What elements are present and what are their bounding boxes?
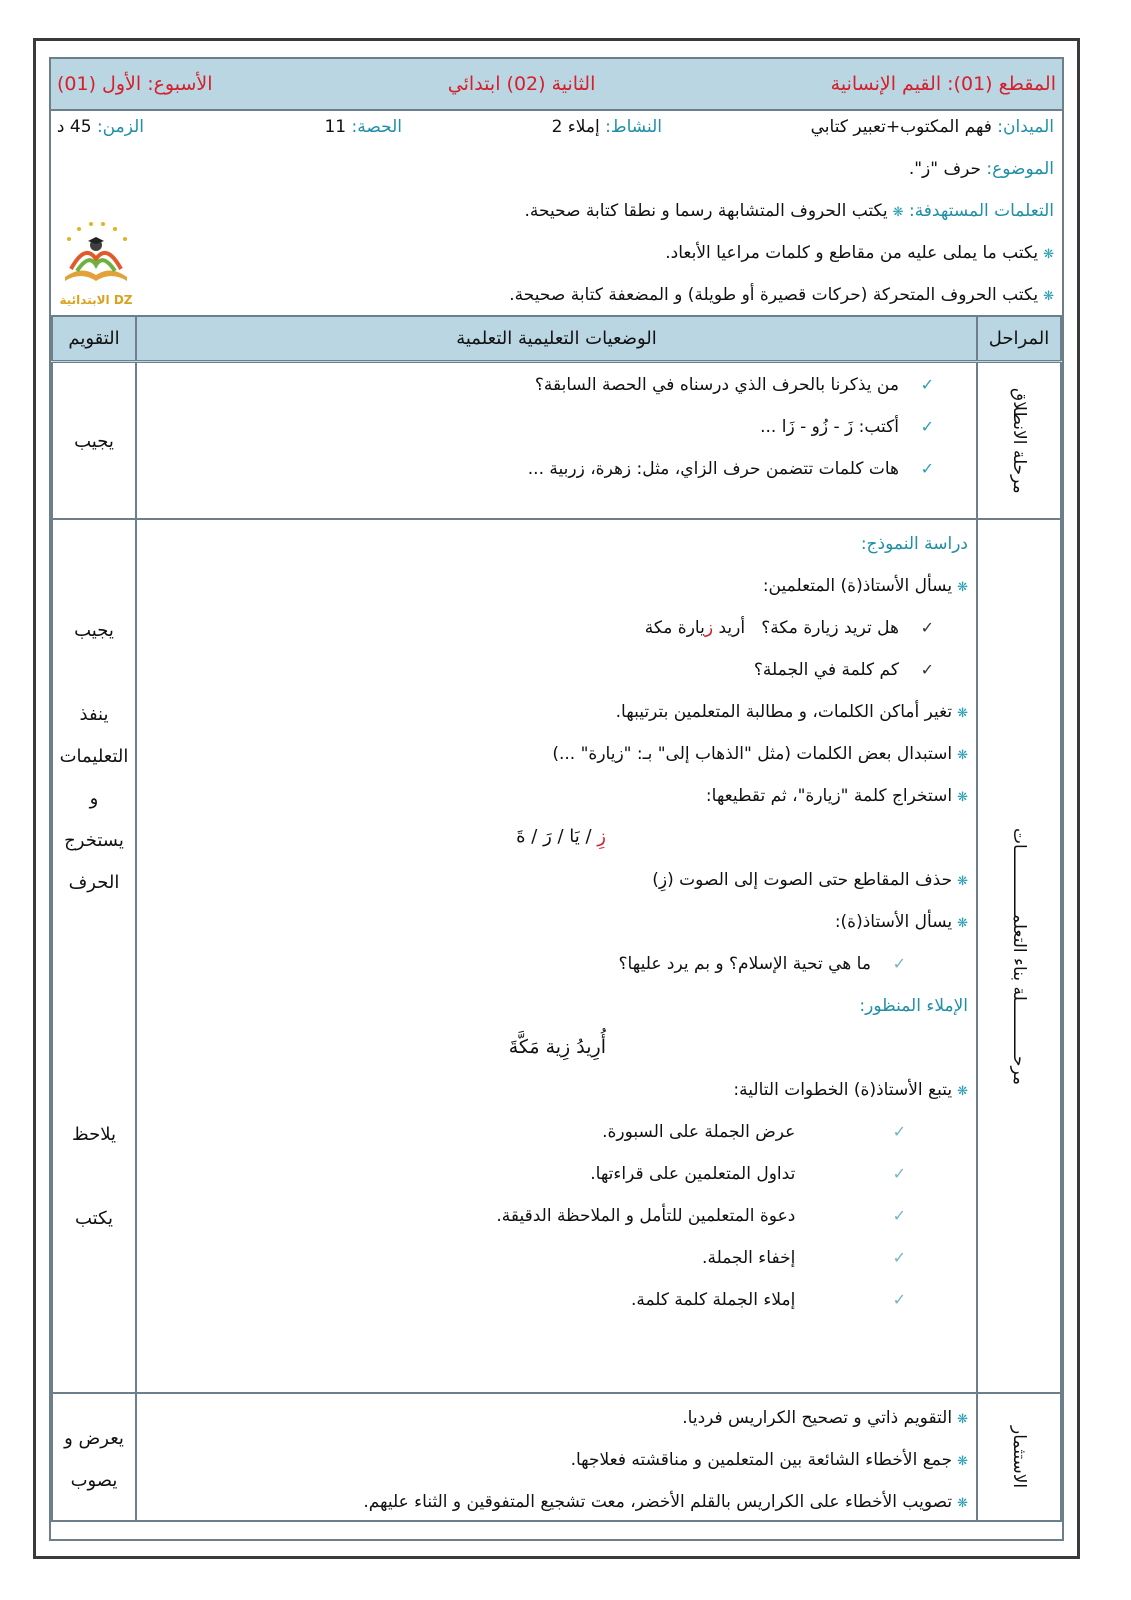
- activity-value: إملاء 2: [551, 117, 600, 137]
- build-line-f5: [631, 1290, 906, 1310]
- teacher-asks: يسأل الأستاذ(ة) المتعلمين:: [762, 576, 953, 596]
- activity-label: النشاط:: [605, 117, 662, 137]
- build-eval-2: ينفذ: [79, 704, 109, 725]
- check-icon: ✓: [892, 1290, 906, 1309]
- segment-value: القيم الإنسانية: [830, 73, 942, 95]
- build-row: [52, 519, 1061, 1393]
- build-eval-1: يجيب: [74, 620, 114, 641]
- grade-level: الثانية (02) ابتدائي: [447, 73, 596, 95]
- session-value: 11: [324, 117, 347, 137]
- build-line-f4: [702, 1248, 906, 1268]
- topic: [909, 159, 1054, 179]
- time: [57, 117, 144, 137]
- question-3: ما هي تحية الإسلام؟ و بم يرد عليها؟: [618, 954, 871, 974]
- check-icon: ✓: [892, 954, 906, 973]
- build-line-step1: [616, 702, 968, 722]
- outcome-line-3: [509, 285, 1054, 305]
- page-frame: [33, 38, 1080, 1559]
- teacher-asks-2: يسأل الأستاذ(ة):: [834, 912, 953, 932]
- bullet-icon: ❋: [892, 205, 904, 220]
- build-line-follow: [733, 1080, 968, 1100]
- invest-eval-2: يصوب: [70, 1470, 118, 1491]
- col-stages-header: المراحل: [977, 316, 1061, 362]
- launch-text-1: من يذكرنا بالحرف الذي درسناه في الحصة السابقة؟: [534, 375, 899, 395]
- time-value: 45 د: [56, 117, 92, 137]
- build-eval-7: يلاحظ: [72, 1124, 116, 1145]
- session: [324, 117, 402, 137]
- segment-label: المقطع (01):: [947, 73, 1056, 95]
- dictation-sentence: أُرِيدُ زِية مَكَّةَ: [508, 1036, 606, 1058]
- invest-text-3: تصويب الأخطاء على الكراريس بالقلم الأخضر، معت تشجيع المتفوقين و الثناء عليهم.: [363, 1492, 953, 1512]
- header-bar: [51, 59, 1062, 111]
- col-situations-header: الوضعيات التعليمية التعلمية: [136, 316, 977, 362]
- outcomes-label: التعلمات المستهدفة:: [908, 201, 1054, 221]
- build-line-f1: [602, 1122, 906, 1142]
- answer-1-pre: أريد: [713, 618, 746, 638]
- bullet-icon: ❋: [957, 748, 968, 763]
- bullet-icon: ❋: [957, 1412, 968, 1427]
- step-2: استبدال بعض الكلمات (مثل "الذهاب إلى" بـ: "زيارة" ...): [552, 744, 953, 764]
- lesson-table: [51, 315, 1062, 1522]
- outcome-1: يكتب الحروف المتشابهة رسما و نطقا كتابة صحيحة.: [524, 201, 888, 221]
- check-icon: ✓: [920, 417, 934, 436]
- follow-5: إملاء الجملة كلمة كلمة.: [630, 1290, 796, 1310]
- invest-line-3: [363, 1492, 968, 1512]
- logo-text: DZ الابتدائية: [59, 293, 133, 307]
- outcome-3: يكتب الحروف المتحركة (حركات قصيرة أو طويلة) و المضعفة كتابة صحيحة.: [509, 285, 1039, 305]
- topic-label: الموضوع:: [986, 159, 1054, 179]
- build-line-q1: [645, 618, 934, 638]
- segment: [831, 73, 1056, 95]
- build-line-f3: [496, 1206, 906, 1226]
- bullet-icon: ❋: [1043, 289, 1054, 304]
- step-1: تغير أماكن الكلمات، و مطالبة المتعلمين بترتيبها.: [615, 702, 953, 722]
- invest-stage: الاستثمار: [1009, 1425, 1029, 1489]
- follow-3: دعوة المتعلمين للتأمل و الملاحظة الدقيقة.: [496, 1206, 796, 1226]
- answer-1-letter: ز: [704, 618, 714, 638]
- step-3: استخراج كلمة "زيارة"، ثم تقطيعها:: [705, 786, 953, 806]
- build-eval-4: و: [89, 788, 99, 809]
- build-line-q2: [754, 660, 934, 680]
- follow-steps: يتبع الأستاذ(ة) الخطوات التالية:: [733, 1080, 953, 1100]
- launch-line-2: [760, 417, 934, 437]
- launch-eval: يجيب: [74, 431, 114, 452]
- syllables: [516, 826, 606, 847]
- question-1: هل تريد زيارة مكة؟: [761, 618, 899, 638]
- model-title: دراسة النموذج:: [860, 534, 968, 554]
- build-line-q3: [619, 954, 906, 974]
- build-line-step3: [706, 786, 968, 806]
- check-icon: ✓: [920, 375, 934, 394]
- follow-4: إخفاء الجملة.: [702, 1248, 796, 1268]
- launch-line-3: [528, 459, 934, 479]
- outcome-line-2: [665, 243, 1054, 263]
- build-line-ask: [763, 576, 968, 596]
- bullet-icon: ❋: [957, 790, 968, 805]
- syllables-rest: / يَا / رَ / ةَ: [516, 826, 598, 847]
- follow-2: تداول المتعلمين على قراءتها.: [590, 1164, 796, 1184]
- logo-graphic-icon: [55, 219, 137, 289]
- build-eval-6: الحرف: [68, 872, 120, 893]
- check-icon: ✓: [892, 1248, 906, 1267]
- activity: [552, 117, 662, 137]
- bullet-icon: ❋: [957, 1496, 968, 1511]
- invest-row: [52, 1393, 1061, 1521]
- domain-label: الميدان:: [997, 117, 1054, 137]
- build-eval-3: التعليمات: [59, 746, 129, 767]
- bullet-icon: ❋: [957, 1454, 968, 1469]
- bullet-icon: ❋: [957, 874, 968, 889]
- school-logo: [55, 219, 137, 315]
- launch-text-3: هات كلمات تتضمن حرف الزاي، مثل: زهرة، زربية ...: [527, 459, 899, 479]
- outcome-2: يكتب ما يملى عليه من مقاطع و كلمات مراعيا الأبعاد.: [665, 243, 1039, 263]
- build-line-step2: [552, 744, 968, 764]
- follow-1: عرض الجملة على السبورة.: [602, 1122, 796, 1142]
- lesson-sheet: [49, 57, 1064, 1541]
- build-eval-8: يكتب: [74, 1208, 114, 1229]
- build-line-step4: [652, 870, 968, 890]
- bullet-icon: ❋: [957, 706, 968, 721]
- build-stage: مرحـــــــــــلة بناء التعلمـــــــــــــات: [1009, 827, 1029, 1085]
- check-icon: ✓: [920, 660, 934, 679]
- answer-1-post: يارة مكة: [644, 618, 705, 638]
- check-icon: ✓: [892, 1122, 906, 1141]
- bullet-icon: ❋: [1043, 247, 1054, 262]
- invest-eval-1: يعرض و: [64, 1428, 124, 1449]
- topic-value: حرف "ز".: [908, 159, 981, 179]
- domain: [811, 117, 1054, 137]
- check-icon: ✓: [920, 459, 934, 478]
- question-2: كم كلمة في الجملة؟: [753, 660, 899, 680]
- step-4: حذف المقاطع حتى الصوت إلى الصوت (زِ): [652, 870, 953, 890]
- bullet-icon: ❋: [957, 580, 968, 595]
- bullet-icon: ❋: [957, 1084, 968, 1099]
- build-line-ask2: [835, 912, 968, 932]
- domain-value: فهم المكتوب+تعبير كتابي: [810, 117, 992, 137]
- invest-line-1: [682, 1408, 968, 1428]
- launch-line-1: [535, 375, 934, 395]
- build-eval-5: يستخرج: [64, 830, 124, 851]
- check-icon: ✓: [920, 618, 934, 637]
- build-line-f2: [590, 1164, 906, 1184]
- week: الأسبوع: الأول (01): [57, 73, 213, 95]
- syllable-red: زِ: [597, 826, 606, 847]
- time-label: الزمن:: [96, 117, 144, 137]
- session-label: الحصة:: [351, 117, 402, 137]
- bullet-icon: ❋: [957, 916, 968, 931]
- invest-text-1: التقويم ذاتي و تصحيح الكراريس فرديا.: [682, 1408, 953, 1428]
- check-icon: ✓: [892, 1206, 906, 1225]
- outcomes: [525, 201, 1055, 221]
- invest-line-2: [571, 1450, 968, 1470]
- col-eval-header: التقويم: [52, 316, 136, 362]
- invest-text-2: جمع الأخطاء الشائعة بين المتعلمين و مناقشته فعلاجها.: [570, 1450, 953, 1470]
- dictation-title: الإملاء المنظور:: [859, 996, 968, 1016]
- launch-row: [52, 362, 1061, 520]
- check-icon: ✓: [892, 1164, 906, 1183]
- launch-stage: مرحلة الانطلاق: [1009, 387, 1029, 494]
- launch-text-2: أكتب: زَ - زُو - زَا ...: [760, 417, 899, 437]
